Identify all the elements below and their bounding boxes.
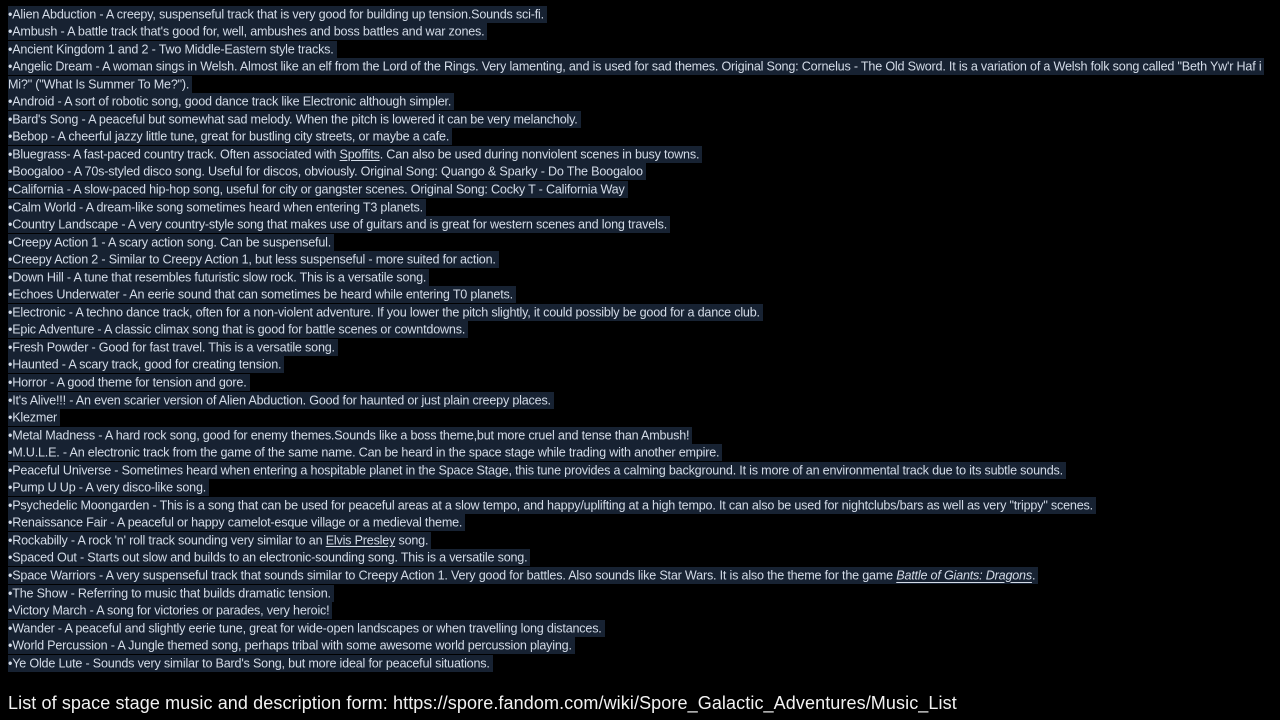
list-item-text: •M.U.L.E. - An electronic track from the game of the same name. Can be heard in the space stage while trading with another empire. [8,445,720,460]
list-item [8,129,1272,147]
list-item-text: •Wander - A peaceful and slightly eerie tune, great for wide-open landscapes or when travelling long distances. [8,621,602,636]
list-item [8,568,1272,586]
list-item [8,638,1272,656]
list-item [8,322,1272,340]
highlighted-text [8,497,1096,514]
highlighted-text [8,321,468,338]
list-item [8,655,1272,673]
list-item-text: •Android - A sort of robotic song, good dance track like Electronic although simpler. [8,94,452,109]
wiki-link[interactable]: Elvis Presley [325,533,396,548]
highlighted-text [8,286,516,303]
music-list [8,6,1272,673]
highlighted-text [8,6,547,23]
highlighted-text [8,216,670,233]
list-item [8,620,1272,638]
highlighted-text [8,532,431,549]
highlighted-text [8,392,554,409]
list-item-text: •California - A slow-paced hip-hop song, useful for city or gangster scenes. Original Song: Cocky T - California Way [8,182,625,197]
list-item-text: •Country Landscape - A very country-style song that makes use of guitars and is great for western scenes and long travels. [8,217,668,232]
list-item [8,252,1272,270]
list-item-text: •Ye Olde Lute - Sounds very similar to Bard's Song, but more ideal for peaceful situations. [8,656,490,671]
list-item-text: •The Show - Referring to music that builds dramatic tension. [8,586,331,601]
list-item-text: . Can also be used during nonviolent scenes in busy towns. [379,147,700,162]
highlighted-text [8,128,452,145]
list-item-text: •Bluegrass- A fast-paced country track. Often associated with [8,147,340,162]
list-item-text: •Boogaloo - A 70s-styled disco song. Useful for discos, obviously. Original Song: Quango & Sparky - Do The Boogaloo [8,164,643,179]
list-item [8,462,1272,480]
list-item-text: •Klezmer [8,410,57,425]
list-item [8,164,1272,182]
list-item-text: •Echoes Underwater - An eerie sound that can sometimes be heard while entering T0 planets. [8,287,513,302]
list-item-text: •Epic Adventure - A classic climax song that is good for battle scenes or cowntdowns. [8,322,466,337]
list-item-text: •Haunted - A scary track, good for creating tension. [8,357,282,372]
list-item [8,146,1272,164]
list-item [8,532,1272,550]
list-item-text: •Angelic Dream - A woman sings in Welsh. Almost like an elf from the Lord of the Rings. Very lamenting, and is used for sad themes. Original Song: Cornelus - The Old Sword. It is a variation of a Welsh folk song called "Beth Yw'r Haf i Mi?" ("What Is Summer To Me?"). [8,59,1262,92]
list-item [8,24,1272,42]
list-item-text: •Pump U Up - A very disco-like song. [8,480,207,495]
list-item-text: •Alien Abduction - A creepy, suspenseful track that is very good for building up tension.Sounds sci-fi. [8,7,544,21]
list-item [8,410,1272,428]
list-item-text: song. [395,533,429,548]
highlighted-text [8,111,581,128]
list-item [8,603,1272,621]
highlighted-text [8,356,284,373]
highlighted-text [8,444,722,461]
highlighted-text [8,146,702,163]
list-item [8,304,1272,322]
highlighted-text [8,339,338,356]
highlighted-text [8,234,334,251]
list-item [8,6,1272,24]
highlighted-text [8,655,493,672]
list-item-text: •Horror - A good theme for tension and gore. [8,375,247,390]
list-item-text: •Space Warriors - A very suspenseful track that sounds similar to Creepy Action 1. Very good for battles. Also sounds like Star Wars. It is also the theme for the game [8,568,897,583]
footer-caption: List of space stage music and description form: https://spore.fandom.com/wiki/Spore_Galactic_Adventures/Music_List [8,693,957,713]
list-item [8,269,1272,287]
highlighted-text [8,163,646,180]
list-item-text: . [1031,568,1036,583]
highlighted-text [8,620,605,637]
list-item [8,357,1272,375]
list-item [8,94,1272,112]
highlighted-text [8,41,337,58]
list-item [8,550,1272,568]
highlighted-text [8,514,465,531]
highlighted-text [8,251,499,268]
list-item-text: •Renaissance Fair - A peaceful or happy camelot-esque village or a medieval theme. [8,515,463,530]
list-item [8,445,1272,463]
list-item-text: •It's Alive!!! - An even scarier version of Alien Abduction. Good for haunted or just plain creepy places. [8,393,551,408]
list-item-text: •World Percussion - A Jungle themed song, perhaps tribal with some awesome world percussion playing. [8,638,572,653]
list-item [8,374,1272,392]
list-item-text: •Victory March - A song for victories or parades, very heroic! [8,603,330,618]
highlighted-text [8,602,332,619]
list-item-text: •Bard's Song - A peaceful but somewhat sad melody. When the pitch is lowered it can be very melancholy. [8,112,578,127]
list-item [8,181,1272,199]
list-item [8,339,1272,357]
wiki-link[interactable]: Spoffits [339,147,380,162]
list-item [8,234,1272,252]
highlighted-text [8,181,628,198]
list-item [8,41,1272,59]
highlighted-text [8,23,487,40]
highlighted-text [8,427,692,444]
list-item-text: •Rockabilly - A rock 'n' roll track sounding very similar to an [8,533,326,548]
list-item-text: •Calm World - A dream-like song sometimes heard when entering T3 planets. [8,200,423,215]
highlighted-text [8,269,429,286]
list-item-text: •Creepy Action 1 - A scary action song. Can be suspenseful. [8,235,332,250]
list-item-text: •Peaceful Universe - Sometimes heard when entering a hospitable planet in the Space Stage, this tune provides a calming background. It is more of an environmental track due to its subtle sounds. [8,463,1063,478]
highlighted-text [8,567,1038,584]
highlighted-text [8,637,575,654]
list-item-text: •Fresh Powder - Good for fast travel. This is a versatile song. [8,340,335,355]
highlighted-text [8,585,334,602]
highlighted-text [8,479,209,496]
slide-canvas [8,6,1272,673]
list-item-text: •Psychedelic Moongarden - This is a song that can be used for peaceful areas at a slow tempo, and happy/uplifting at a high tempo. It can also be used for nightclubs/bars as well as very "trippy" scenes. [8,498,1093,513]
list-item-text: •Electronic - A techno dance track, often for a non-violent adventure. If you lower the pitch slightly, it could possibly be good for a dance club. [8,305,760,320]
list-item-text: •Creepy Action 2 - Similar to Creepy Action 1, but less suspenseful - more suited for action. [8,252,496,267]
list-item [8,199,1272,217]
list-item-text: •Metal Madness - A hard rock song, good for enemy themes.Sounds like a boss theme,but more cruel and tense than Ambush! [8,428,690,443]
highlighted-text [8,199,426,216]
list-item [8,585,1272,603]
highlighted-text [8,304,763,321]
list-item [8,427,1272,445]
highlighted-text [8,58,1264,93]
list-item-text: •Spaced Out - Starts out slow and builds to an electronic-sounding song. This is a versatile song. [8,550,528,565]
list-item [8,392,1272,410]
wiki-link[interactable]: Battle of Giants: Dragons [896,568,1032,583]
list-item-text: •Bebop - A cheerful jazzy little tune, great for bustling city streets, or maybe a cafe. [8,129,450,144]
list-item [8,287,1272,305]
list-item-text: •Ambush - A battle track that's good for, well, ambushes and boss battles and war zones. [8,24,485,39]
list-item [8,480,1272,498]
highlighted-text [8,93,454,110]
highlighted-text [8,462,1066,479]
highlighted-text [8,549,530,566]
highlighted-text [8,374,250,391]
list-item-text: •Down Hill - A tune that resembles futuristic slow rock. This is a versatile song. [8,270,427,285]
list-item [8,111,1272,129]
list-item-text: •Ancient Kingdom 1 and 2 - Two Middle-Eastern style tracks. [8,42,334,57]
highlighted-text [8,409,60,426]
list-item [8,515,1272,533]
list-item [8,59,1272,94]
list-item [8,217,1272,235]
list-item [8,497,1272,515]
